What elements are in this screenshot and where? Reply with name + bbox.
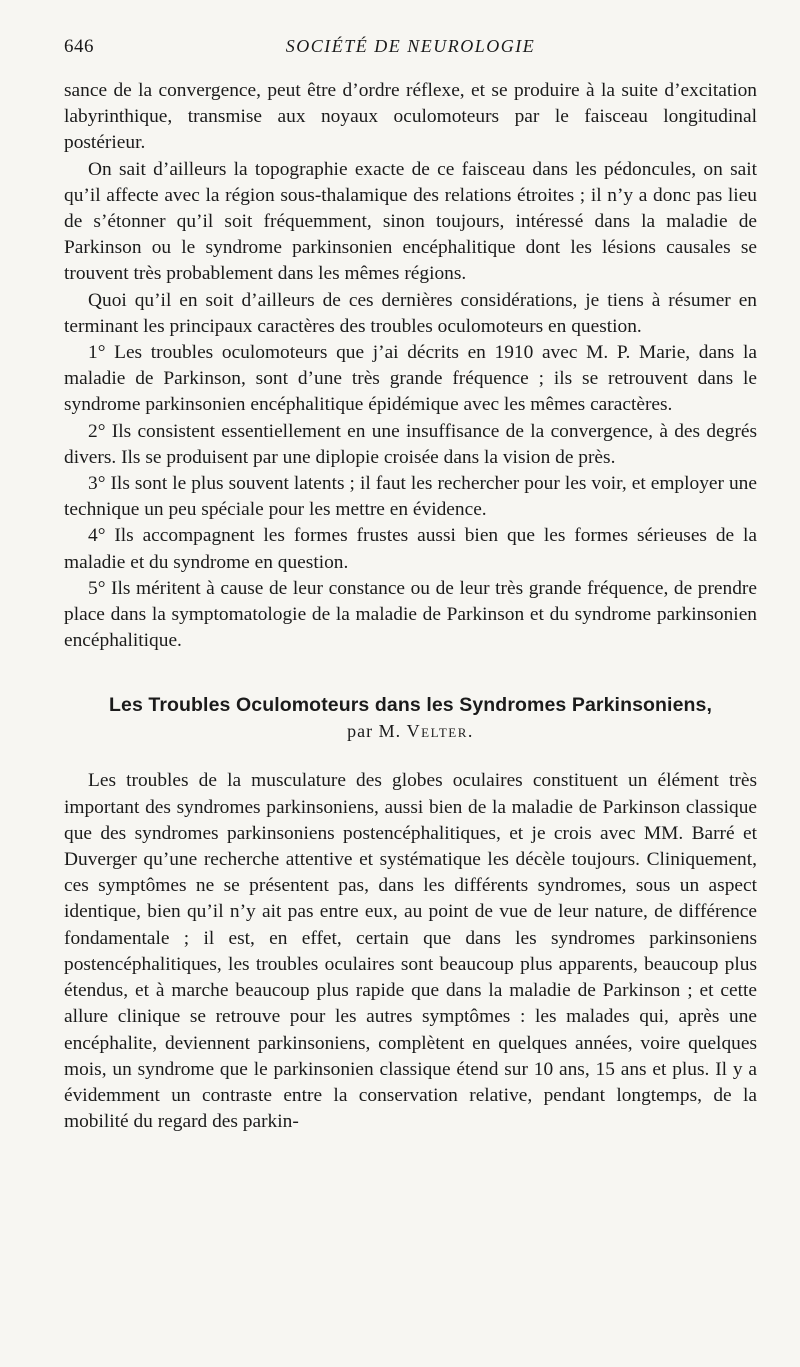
paragraph: On sait d’ailleurs la topographie exacte de ce faisceau dans les pédoncules, on sait qu’il affecte avec la région sous-thalamique des relations étroites ; il n’y a donc pas lieu de s’étonner qu’il soit fréquemment, sinon toujours, intéressé dans la maladie de Parkinson ou le syndrome parkinsonien encéphalitique dont les lésions causales se trouvent très probablement dans les mêmes régions.	[64, 158, 757, 285]
author-name: Velter.	[406, 721, 474, 742]
running-head	[64, 30, 757, 64]
summary-point-1: 1° Les troubles oculomoteurs que j’ai décrits en 1910 avec M. P. Marie, dans la maladie de Parkinson, sont d’une très grande fréquence ; ils se retrouvent dans le syndrome parkinsonien encéphalitique épidémique avec les mêmes caractères.	[64, 342, 757, 416]
journal-title: SOCIÉTÉ DE NEUROLOGIE	[285, 36, 536, 56]
article-body	[64, 768, 757, 1135]
page	[64, 30, 757, 1135]
summary-point-4: 4° Ils accompagnent les formes frustes aussi bien que les formes sérieuses de la maladie et du syndrome en question.	[64, 525, 757, 573]
summary-point-3: 3° Ils sont le plus souvent latents ; il faut les rechercher pour les voir, et employer une technique un peu spéciale pour les mettre en évidence.	[64, 473, 757, 521]
summary-point-2: 2° Ils consistent essentiellement en une insuffisance de la convergence, à des degrés divers. Ils se produisent par une diplopie croisée dans la vision de près.	[64, 420, 757, 468]
previous-article-text	[64, 78, 757, 654]
article-title: Les Troubles Oculomoteurs dans les Syndromes Parkinsoniens,	[108, 694, 712, 717]
summary-point-5: 5° Ils méritent à cause de leur constance ou de leur très grande fréquence, de prendre place dans la symptomatologie de la maladie de Parkinson et du syndrome parkinsonien encéphalitique.	[64, 577, 757, 652]
paragraph: Quoi qu’il en soit d’ailleurs de ces dernières considérations, je tiens à résumer en terminant les principaux caractères des troubles oculomoteurs en question.	[64, 289, 757, 337]
article-byline	[64, 718, 757, 744]
paragraph: sance de la convergence, peut être d’ordre réflexe, et se produire à la suite d’excitation labyrinthique, transmise aux noyaux oculomoteurs par le faisceau longitudinal postérieur.	[64, 80, 757, 154]
byline-prefix: par M.	[347, 721, 402, 742]
paragraph: Les troubles de la musculature des globes oculaires constituent un élément très important des syndromes parkinsoniens, aussi bien de la maladie de Parkinson classique que des syndromes parkinsoniens postencéphalitiques, et je crois avec MM. Barré et Duverger qu’une recherche attentive et systématique les décèle toujours. Cliniquement, ces symptômes ne se présentent pas, dans les différents syndromes, sous un aspect identique, bien qu’il n’y ait pas entre eux, au point de vue de leur nature, de différence fondamentale ; il est, en effet, certain que dans les syndromes parkinsoniens postencéphalitiques, les troubles oculaires sont beaucoup plus apparents, beaucoup plus étendus, et à marche beaucoup plus rapide que dans la maladie de Parkinson ; et cette allure clinique se retrouve pour les autres symptômes : les malades qui, après une encéphalite, deviennent parkinsoniens, complètent en quelques années, voire quelques mois, un syndrome que le parkinsonien classique étend sur 10 ans, 15 ans et plus. Il y a évidemment un contraste entre la conservation relative, pendant longtemps, de la mobilité du regard des parkin-	[64, 770, 757, 1133]
page-number: 646	[64, 36, 94, 57]
